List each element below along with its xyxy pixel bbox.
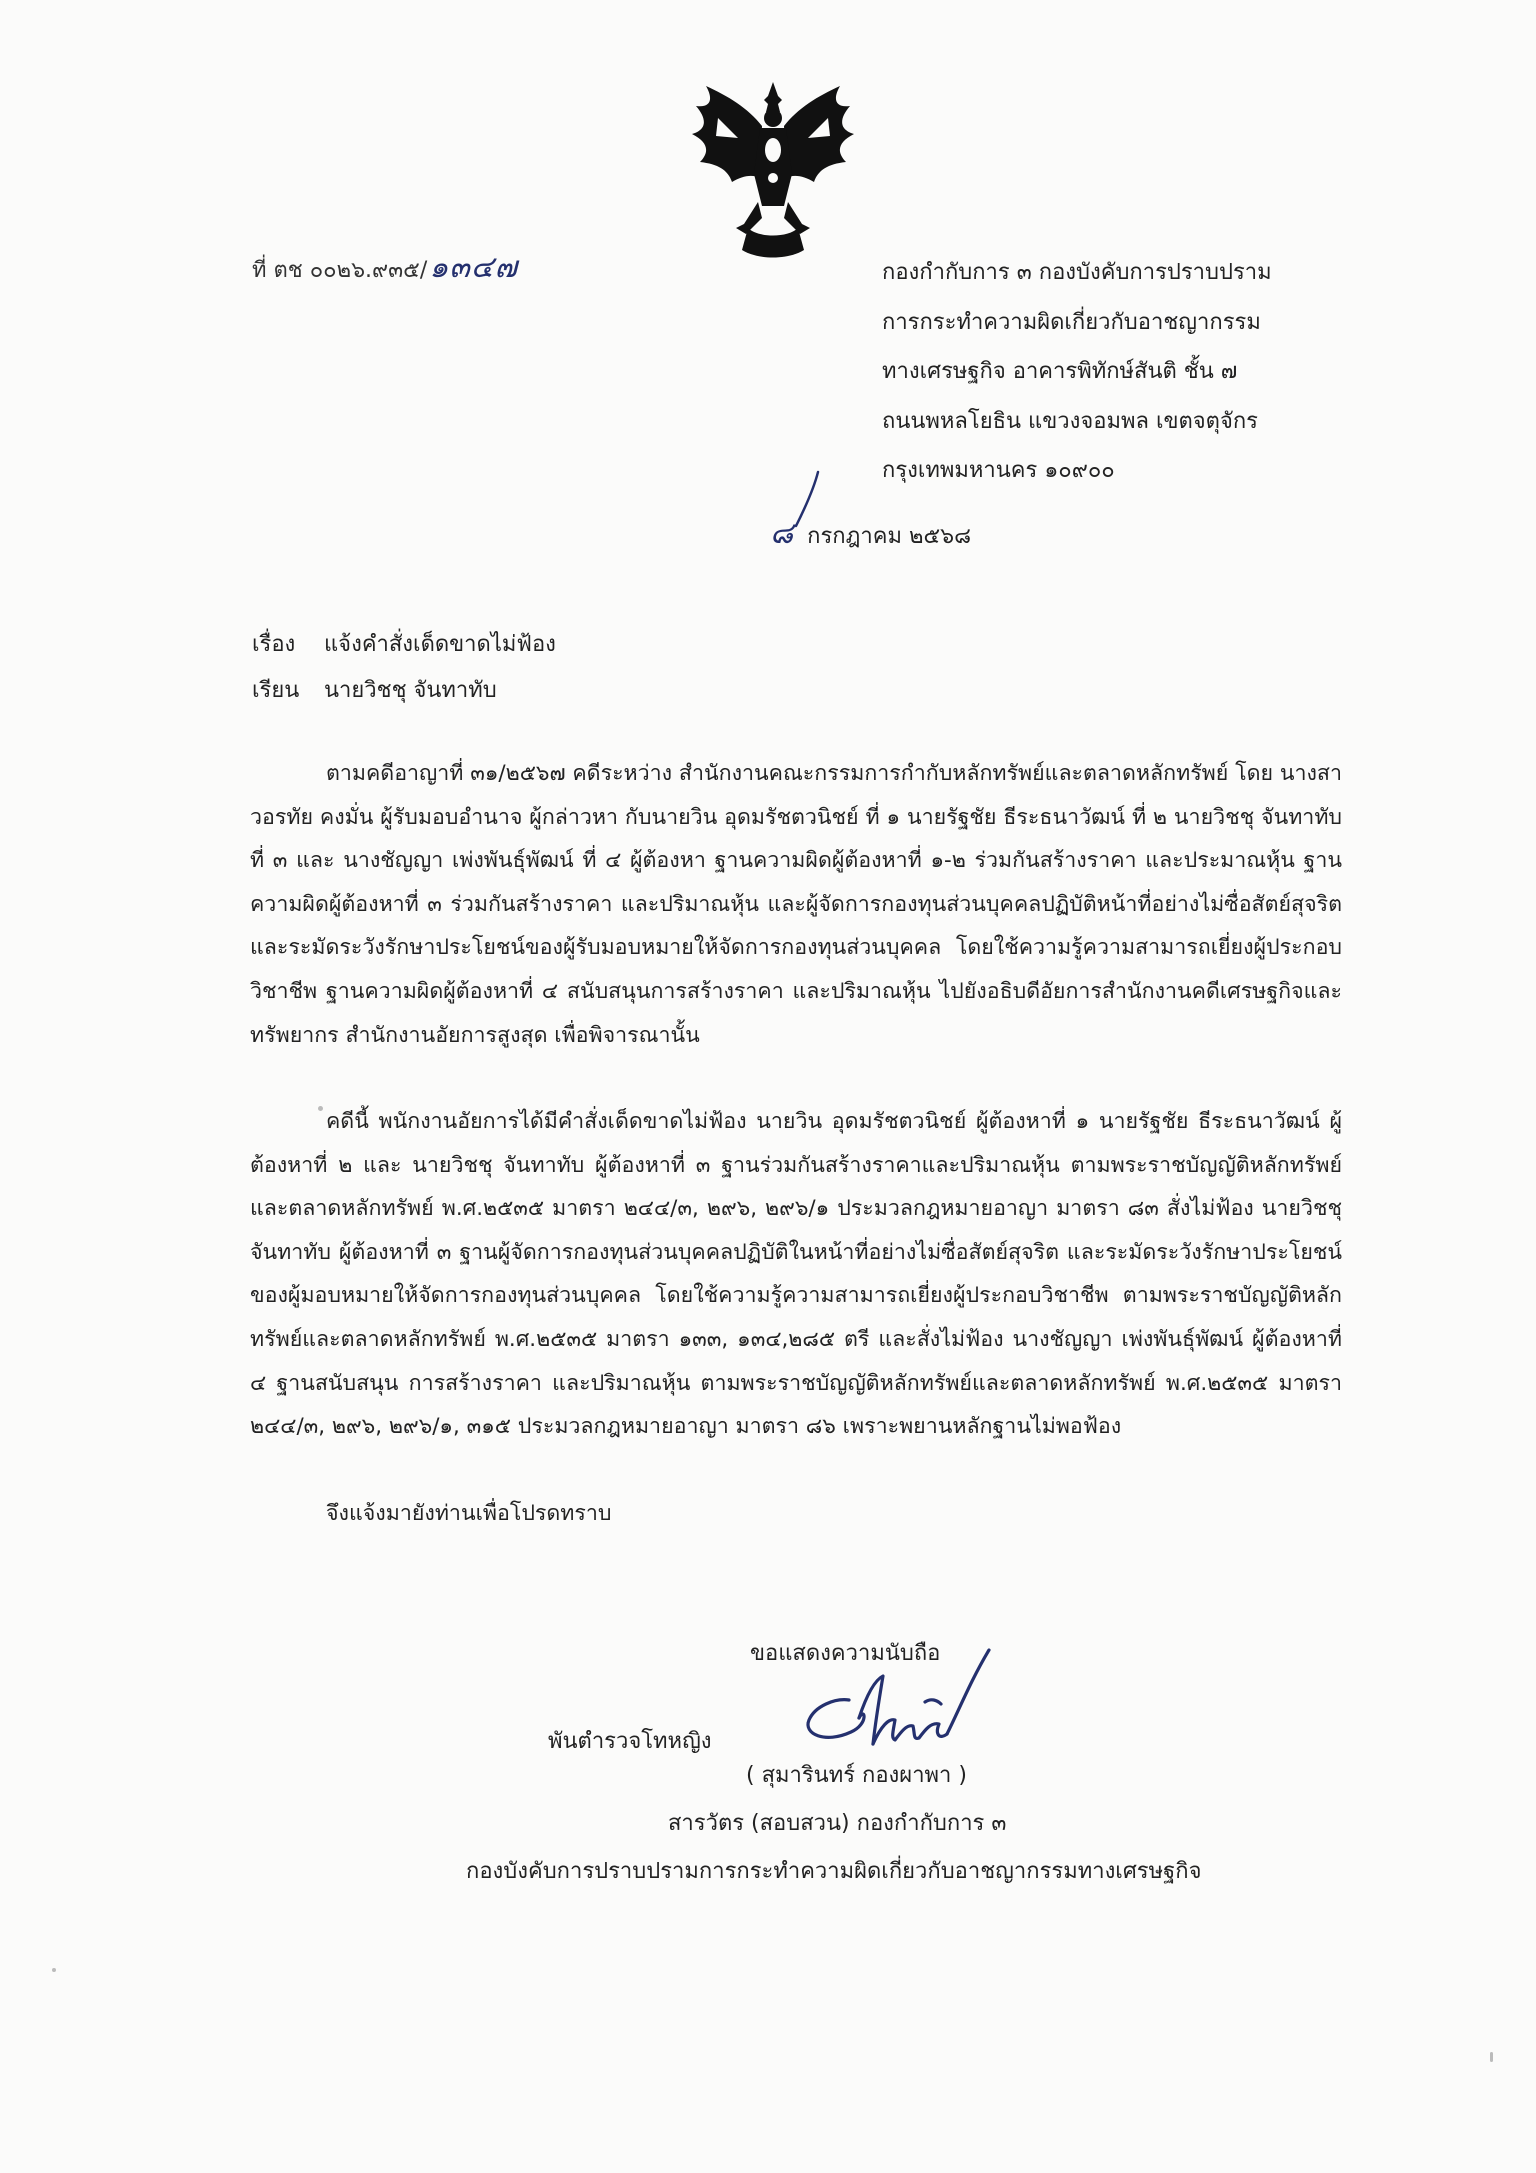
address-line: ทางเศรษฐกิจ อาคารพิทักษ์สันติ ชั้น ๗ (882, 359, 1238, 384)
paragraph-text: จึงแจ้งมายังท่านเพื่อโปรดทราบ (326, 1501, 612, 1526)
recipient-line (252, 668, 556, 714)
paper-speck (52, 1968, 56, 1972)
paragraph-text: คดีนี้ พนักงานอัยการได้มีคำสั่งเด็ดขาดไม่ฟ้อง นายวิน อุดมรัชตวนิชย์ ผู้ต้องหาที่ ๑ นายรัฐชัย ธีระธนาวัฒน์ ผู้ต้องหาที่ ๒ และ นายวิชชุ จันทาทับ ผู้ต้องหาที่ ๓ ฐานร่วมกันสร้างราคาและปริมาณหุ้น ตามพระราชบัญญัติหลักทรัพย์และตลาดหลักทรัพย์ พ.ศ.๒๕๓๕ มาตรา ๒๔๔/๓, ๒๙๖, ๒๙๖/๑ ประมวลกฎหมายอาญา มาตรา ๘๓ สั่งไม่ฟ้อง นายวิชชุ จันทาทับ ผู้ต้องหาที่ ๓ ฐานผู้จัดการกองทุนส่วนบุคคลปฏิบัติในหน้าที่อย่างไม่ซื่อสัตย์สุจริต และระมัดระวังรักษาประโยชน์ของผู้มอบหมายให้จัดการกองทุนส่วนบุคคล โดยใช้ความรู้ความสามารถเยี่ยงผู้ประกอบวิชาชีพ ตามพระราชบัญญัติหลักทรัพย์และตลาดหลักทรัพย์ พ.ศ.๒๕๓๕ มาตรา ๑๓๓, ๑๓๔,๒๘๕ ตรี และสั่งไม่ฟ้อง นางชัญญา เพ่งพันธุ์พัฒน์ ผู้ต้องหาที่ ๔ ฐานสนับสนุน การสร้างราคา และปริมาณหุ้น ตามพระราชบัญญัติหลักทรัพย์และตลาดหลักทรัพย์ พ.ศ.๒๕๓๕ มาตรา ๒๔๔/๓, ๒๙๖, ๒๙๖/๑, ๓๑๕ ประมวลกฎหมายอาญา มาตรา ๘๖ เพราะพยานหลักฐานไม่พอฟ้อง (250, 1109, 1342, 1440)
reference-label: ที่ ตช ๐๐๒๖.๙๓๕/ (252, 258, 428, 283)
closing-phrase: ขอแสดงความนับถือ (750, 1641, 941, 1666)
body-paragraph-2 (250, 1100, 1342, 1449)
subject-line (252, 622, 556, 668)
signer-name: ( สุมารินทร์ กองผาพา ) (746, 1763, 967, 1788)
paper-speck (1490, 2052, 1493, 2062)
reference-number (252, 244, 518, 291)
paragraph-text: ตามคดีอาญาที่ ๓๑/๒๕๖๗ คดีระหว่าง สำนักงานคณะกรรมการกำกับหลักทรัพย์และตลาดหลักทรัพย์ โดย นางสาวอรทัย คงมั่น ผู้รับมอบอำนาจ ผู้กล่าวหา กับนายวิน อุดมรัชตวนิชย์ ที่ ๑ นายรัฐชัย ธีระธนาวัฒน์ ที่ ๒ นายวิชชุ จันทาทับ ที่ ๓ และ นางชัญญา เพ่งพันธุ์พัฒน์ ที่ ๔ ผู้ต้องหา ฐานความผิดผู้ต้องหาที่ ๑-๒ ร่วมกันสร้างราคา และประมาณหุ้น ฐานความผิดผู้ต้องหาที่ ๓ ร่วมกันสร้างราคา และปริมาณหุ้น และผู้จัดการกองทุนส่วนบุคคลปฏิบัติหน้าที่อย่างไม่ซื่อสัตย์สุจริตและระมัดระวังรักษาประโยชน์ของผู้รับมอบหมายให้จัดการกองทุนส่วนบุคคล โดยใช้ความรู้ความสามารถเยี่ยงผู้ประกอบวิชาชีพ ฐานความผิดผู้ต้องหาที่ ๔ สนับสนุนการสร้างราคา และปริมาณหุ้น ไปยังอธิบดีอัยการสำนักงานคดีเศรษฐกิจและทรัพยากร สำนักงานอัยการสูงสุด เพื่อพิจารณานั้น (250, 761, 1342, 1048)
reference-number-handwritten: ๑๓๔๗ (429, 250, 519, 285)
address-line: การกระทำความผิดเกี่ยวกับอาชญากรรม (882, 309, 1261, 335)
body-paragraph-3 (250, 1492, 1342, 1536)
paper-speck (318, 1106, 323, 1111)
signer-position: สารวัตร (สอบสวน) กองกำกับการ ๓ (668, 1811, 1007, 1836)
recipient-label: เรียน (252, 678, 300, 703)
subject-text: แจ้งคำสั่งเด็ดขาดไม่ฟ้อง (324, 632, 556, 657)
letter-date (770, 510, 971, 557)
date-month-year: กรกฎาคม ๒๕๖๘ (807, 524, 972, 549)
subject-label: เรื่อง (252, 632, 296, 657)
garuda-emblem-icon (688, 78, 858, 264)
address-line: ถนนพหลโยธิน แขวงจอมพล เขตจตุจักร (882, 408, 1258, 434)
signer-organization: กองบังคับการปราบปรามการกระทำความผิดเกี่ยวกับอาชญากรรมทางเศรษฐกิจ (466, 1859, 1202, 1884)
signer-rank: พันตำรวจโทหญิง (548, 1729, 712, 1754)
address-line: กรุงเทพมหานคร ๑๐๙๐๐ (882, 458, 1115, 483)
recipient-text: นายวิชชุ จันทาทับ (324, 678, 497, 703)
address-line: กองกำกับการ ๓ กองบังคับการปราบปราม (882, 260, 1272, 285)
handwritten-signature-icon (775, 1640, 1015, 1770)
subject-block (252, 622, 556, 714)
date-day-handwritten: ๘ (770, 516, 794, 551)
sender-address (882, 248, 1272, 496)
body-paragraph-1 (250, 752, 1342, 1057)
